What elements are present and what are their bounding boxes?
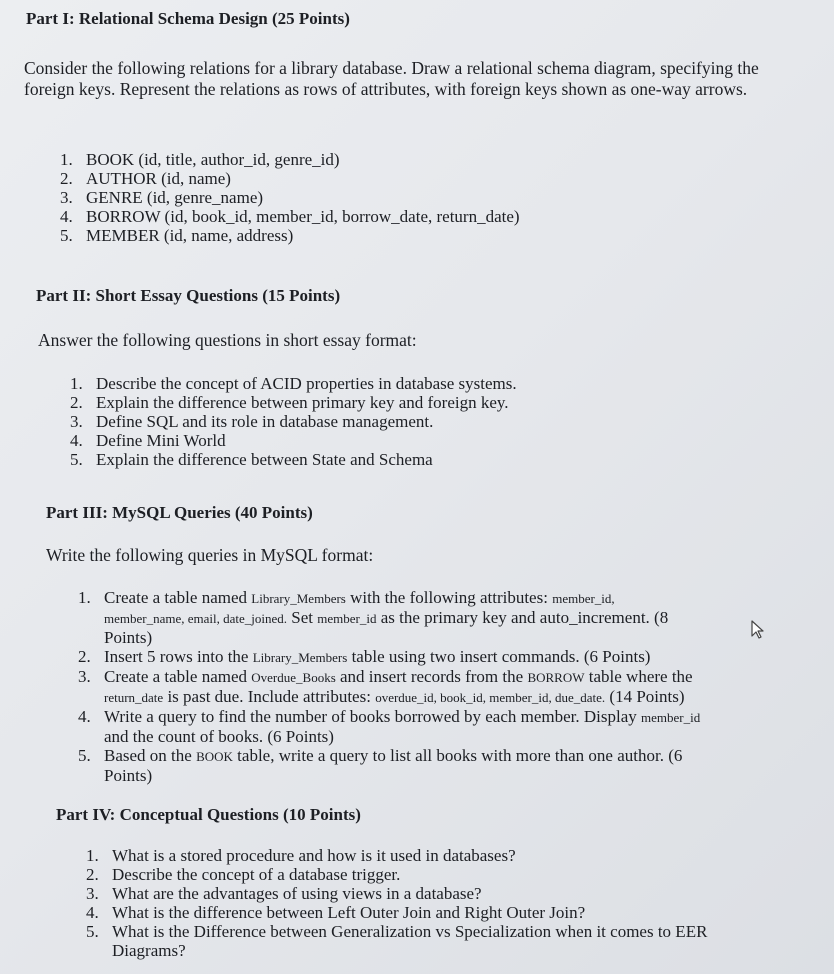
part2-heading: Part II: Short Essay Questions (15 Points) xyxy=(36,286,341,305)
part3-intro: Write the following queries in MySQL format: xyxy=(46,545,374,565)
list-item: 3. Define SQL and its role in database management. xyxy=(70,412,434,431)
list-item: 4. BORROW (id, book_id, member_id, borrow_date, return_date) xyxy=(60,207,520,226)
list-item: 2. Describe the concept of a database trigger. xyxy=(86,865,401,884)
list-item: 1. BOOK (id, title, author_id, genre_id) xyxy=(60,150,340,169)
part2-list xyxy=(70,374,770,469)
list-item: 2. Insert 5 rows into the Library_Members table using two insert commands. (6 Points) xyxy=(78,647,651,666)
list-item: 1. Describe the concept of ACID properties in database systems. xyxy=(70,374,517,393)
part3-heading: Part III: MySQL Queries (40 Points) xyxy=(46,503,313,522)
list-item: 4. Write a query to find the number of books borrowed by each member. Display member_id and the count of books. (6 Points) xyxy=(78,707,701,746)
list-item: 1. Create a table named Library_Members with the following attributes: member_id, member_name, email, date_joined. Set member_id as the primary key and auto_increment. (8 Points) xyxy=(78,588,669,647)
part1-list xyxy=(60,150,760,245)
part1-heading: Part I: Relational Schema Design (25 Points) xyxy=(26,9,350,28)
part3-list xyxy=(78,588,768,785)
list-item: 1. What is a stored procedure and how is it used in databases? xyxy=(86,846,516,865)
list-item: 5. Based on the BOOK table, write a query to list all books with more than one author. (6 Points) xyxy=(78,746,683,785)
list-item: 4. What is the difference between Left Outer Join and Right Outer Join? xyxy=(86,903,586,922)
list-item: 3. Create a table named Overdue_Books and insert records from the BORROW table where the return_date is past due. Include attributes: overdue_id, book_id, member_id, due_date. (14 Points) xyxy=(78,667,693,706)
list-item: 4. Define Mini World xyxy=(70,431,226,450)
part1-intro: Consider the following relations for a library database. Draw a relational schema diagram, specifying the foreign keys. Represent the relations as rows of attributes, with foreign keys shown as one-way arrows. xyxy=(24,58,759,99)
part4-heading: Part IV: Conceptual Questions (10 Points) xyxy=(56,805,361,824)
part4-list xyxy=(86,846,786,960)
list-item: 5. MEMBER (id, name, address) xyxy=(60,226,294,245)
list-item: 5. What is the Difference between Generalization vs Specialization when it comes to EER Diagrams? xyxy=(86,922,708,960)
list-item: 3. GENRE (id, genre_name) xyxy=(60,188,264,207)
list-item: 2. Explain the difference between primary key and foreign key. xyxy=(70,393,509,412)
list-item: 2. AUTHOR (id, name) xyxy=(60,169,231,188)
mouse-cursor-icon xyxy=(750,620,766,640)
part2-intro: Answer the following questions in short essay format: xyxy=(38,330,417,350)
list-item: 5. Explain the difference between State and Schema xyxy=(70,450,433,469)
list-item: 3. What are the advantages of using views in a database? xyxy=(86,884,482,903)
